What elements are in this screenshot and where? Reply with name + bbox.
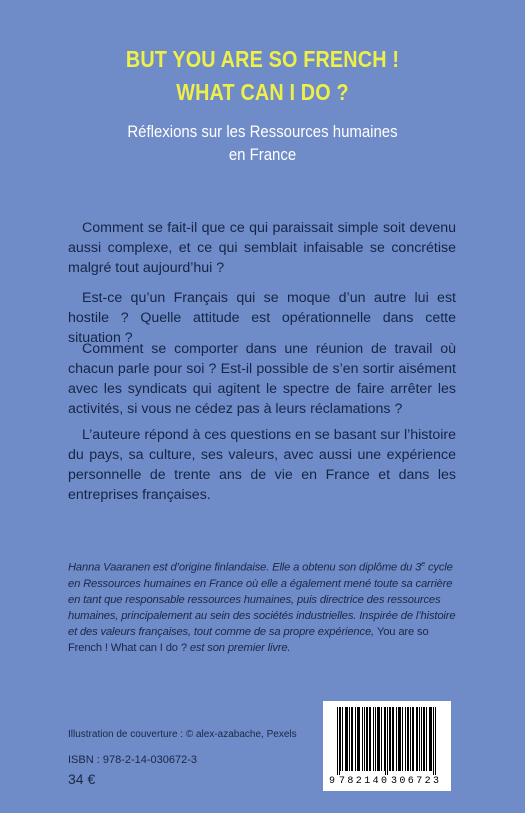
barcode-graphic [323,701,451,791]
title-line-2: WHAT CAN I DO ? [176,79,349,105]
barcode-bar [359,707,360,771]
barcode-bar [378,707,379,771]
barcode-bar [389,707,390,771]
blurb-paragraph-4: L’auteure répond à ces questions en se basant sur l’histoire du pays, sa culture, ses valeurs, avec aussi une expérience personnelle de trente ans de vie en France et dans les entreprises françaises. [68,427,456,503]
barcode-bar [399,707,400,771]
barcode-bar [431,707,432,771]
barcode-bar [369,707,370,771]
barcode-bar [373,707,374,771]
barcode-bar [396,707,397,771]
barcode [323,701,451,791]
barcode-bar [351,707,352,771]
barcode-bar [384,707,385,771]
barcode-bar [410,707,411,771]
barcode-bar [337,707,338,775]
barcode-bar [435,707,436,775]
barcode-bar [417,707,418,771]
author-bio-superscript: e [421,561,426,568]
barcode-bar [342,707,343,771]
blurb-paragraph-1: Comment se fait-il que ce qui paraissait simple soit devenu aussi complexe, et ce qui semblait infaisable se concrétise malgré tout aujourd’hui ? [68,220,456,276]
title-line-1: BUT YOU ARE SO FRENCH ! [125,46,400,72]
author-bio-part-1: Hanna Vaaranen est d’origine finlandaise. Elle a obtenu son diplôme du 3 [68,561,422,574]
barcode-bar [430,707,431,771]
author-bio-part-3: est son premier livre. [186,641,291,654]
barcode-bar [370,707,371,771]
subtitle-line-1: Réflexions sur les Ressources humaines [127,122,398,141]
isbn: ISBN : 978-2-14-030672-3 [68,754,198,766]
barcode-bar [426,707,427,771]
barcode-bar [398,707,399,771]
subtitle-line-2: en France [228,145,297,164]
barcode-bar [393,707,394,771]
barcode-bar [412,707,413,771]
barcode-bar [345,707,346,771]
barcode-bar [375,707,376,771]
barcode-bar [416,707,417,771]
barcode-bar [366,707,367,771]
barcode-bar [362,707,363,771]
barcode-bar [433,707,434,775]
blurb-paragraph-3: Comment se comporter dans une réunion de travail où chacun parle pour soi ? Est-il possible de s’en sortir aisément avec les syndicats qui agitent le spectre de faire arrêter les activités, si vous ne cédez pas à leurs réclamations ? [68,341,456,417]
barcode-bar [355,707,356,771]
barcode-bar [339,707,340,775]
barcode-bar [381,707,382,771]
barcode-bar [390,707,391,771]
barcode-bar [419,707,420,771]
barcode-left-digits: 782140 [339,776,387,787]
author-bio-book-title: You are so French ! What can I do ? [68,625,429,654]
barcode-bar [421,707,422,771]
barcode-right-digits: 306723 [391,776,439,787]
barcode-bar [346,707,347,771]
barcode-first-digit: 9 [329,776,336,787]
barcode-bar [358,707,359,771]
cover-credit: Illustration de couverture : © alex-azabache, Pexels [68,729,297,740]
barcode-bar [407,707,408,771]
barcode-bar [429,707,430,771]
barcode-bar [424,707,425,771]
barcode-bar [387,707,388,775]
barcode-bar [402,707,403,771]
barcode-bar [367,707,368,771]
barcode-bar [392,707,393,771]
barcode-bar [364,707,365,771]
price: 34 € [68,771,96,787]
barcode-bar [408,707,409,771]
barcode-bar [405,707,406,771]
barcode-bar [400,707,401,771]
author-bio [68,557,464,656]
barcode-bar [349,707,350,771]
barcode-bar [352,707,353,771]
blurb-paragraph-2: Est-ce qu’un Français qui se moque d’un autre lui est hostile ? Quelle attitude est opérationnelle dans cette situation ? [68,290,456,346]
barcode-bar [340,707,341,771]
barcode-bar [423,707,424,771]
barcode-bar [377,707,378,771]
author-bio-part-2: cycle en Ressources humaines en France où elle a également mené toute sa carrière en tant que responsable ressources humaines, puis directrice des ressources humaines, principalement au sein des sociétés industrielles. Inspirée de l’histoire et des valeurs françaises, tout comme de sa propre expérience, [68,561,456,638]
barcode-bar [357,707,358,771]
barcode-bar [385,707,386,775]
barcode-bar [379,707,380,771]
barcode-bar [347,707,348,771]
barcode-bar [413,707,414,771]
